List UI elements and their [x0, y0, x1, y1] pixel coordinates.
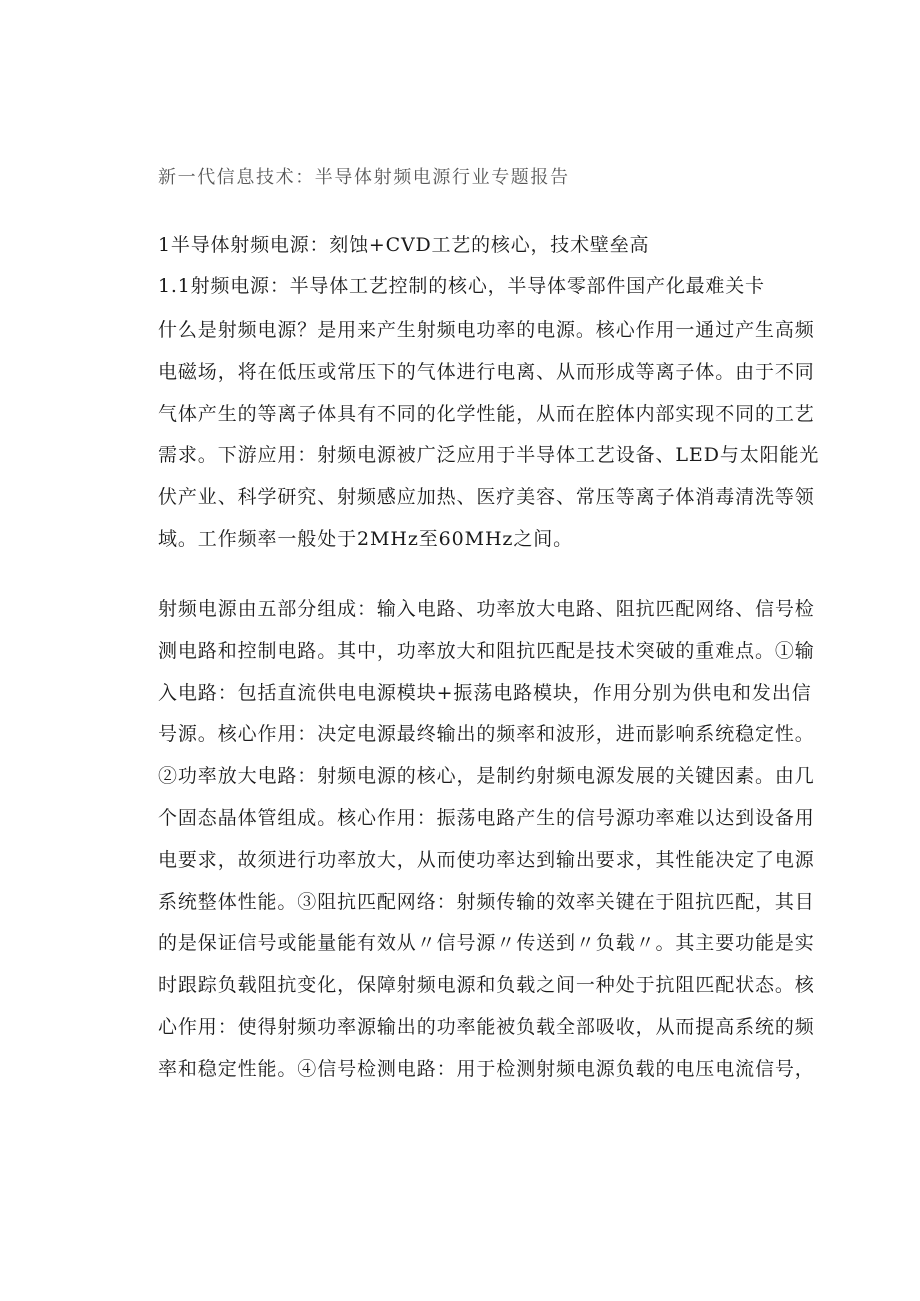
paragraph-line: 心作用：使得射频功率源输出的功率能被负载全部吸收，从而提高系统的频 — [158, 1015, 815, 1038]
paragraph-line: 需求。下游应用：射频电源被广泛应用于半导体工艺设备、LED与太阳能光 — [158, 444, 820, 467]
paragraph-line: 电磁场，将在低压或常压下的气体进行电离、从而形成等离子体。由于不同 — [158, 360, 815, 383]
paragraph-rf-power-components — [158, 589, 823, 1091]
paragraph-line: 射频电源由五部分组成：输入电路、功率放大电路、阻抗匹配网络、信号检 — [158, 598, 815, 620]
paragraph-line: 伏产业、科学研究、射频感应加热、医疗美容、常压等离子体消毒清洗等领 — [158, 486, 815, 509]
paragraph-line: 系统整体性能。③阻抗匹配网络：射频传输的效率关键在于阻抗匹配，其目 — [158, 890, 815, 913]
subsection-heading: 1.1射频电源：半导体工艺控制的核心，半导体零部件国产化最难关卡 — [158, 275, 765, 297]
paragraph-line: 测电路和控制电路。其中，功率放大和阻抗匹配是技术突破的重难点。①输 — [158, 639, 815, 662]
report-title: 新一代信息技术：半导体射频电源行业专题报告 — [158, 167, 570, 188]
paragraph-line: 号源。核心作用：决定电源最终输出的频率和波形，进而影响系统稳定性。 — [158, 723, 815, 746]
paragraph-line: 气体产生的等离子体具有不同的化学性能，从而在腔体内部实现不同的工艺 — [158, 402, 815, 425]
paragraph-line: 什么是射频电源？是用来产生射频电功率的电源。核心作用一通过产生高频 — [158, 319, 815, 341]
paragraph-line: 的是保证信号或能量能有效从〃信号源〃传送到〃负载〃。其主要功能是实 — [158, 932, 815, 955]
paragraph-line: ②功率放大电路：射频电源的核心，是制约射频电源发展的关键因素。由几 — [158, 765, 815, 788]
paragraph-rf-power-intro — [158, 310, 823, 561]
paragraph-line: 域。工作频率一般处于2MHz至60MHz之间。 — [158, 527, 574, 550]
paragraph-line: 个固态晶体管组成。核心作用：振荡电路产生的信号源功率难以达到设备用 — [158, 806, 815, 829]
paragraph-line: 入电路：包括直流供电电源模块+振荡电路模块，作用分别为供电和发出信 — [158, 681, 812, 704]
paragraph-line: 电要求，故须进行功率放大，从而使功率达到输出要求，其性能决定了电源 — [158, 848, 815, 871]
section-heading: 1半导体射频电源：刻蚀+CVD工艺的核心，技术壁垒高 — [158, 234, 650, 256]
paragraph-line: 时跟踪负载阻抗变化，保障射频电源和负载之间一种处于抗阻匹配状态。核 — [158, 974, 815, 997]
paragraph-line: 率和稳定性能。④信号检测电路：用于检测射频电源负载的电压电流信号， — [158, 1057, 815, 1080]
